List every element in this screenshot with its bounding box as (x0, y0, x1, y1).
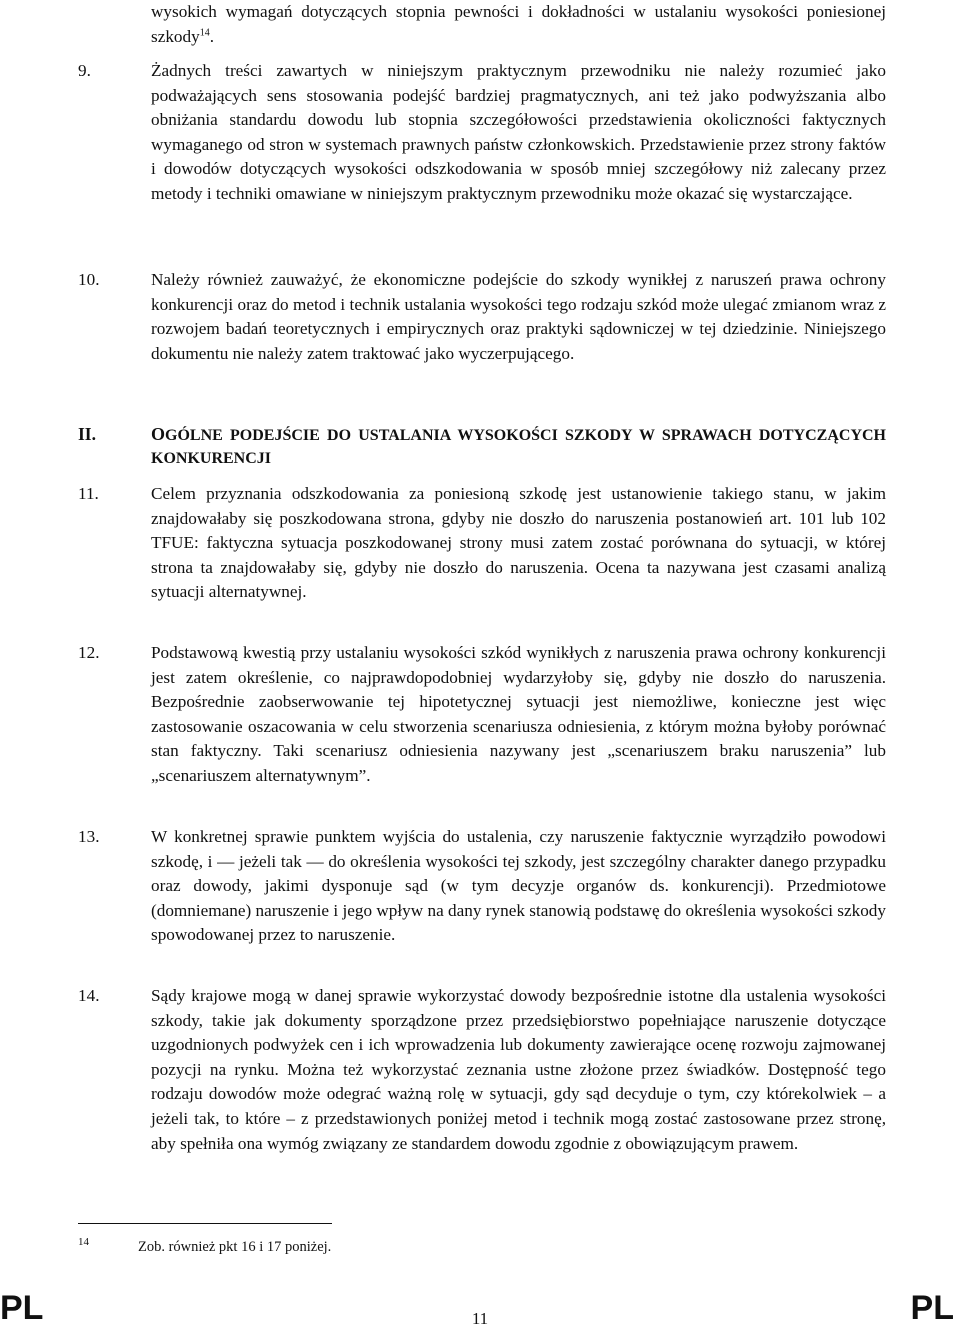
paragraph-text: Podstawową kwestią przy ustalaniu wysokości szkód wynikłych z naruszenia prawa ochrony konkurencji jest zatem określenie, co najprawdopodobniej wydarzyłoby się, gdyby nie doszło do naruszenia. Bezpośrednie zaobserwowanie tej hipotetycznej sytuacji jest niemożliwe, konieczne jest więc zastosowanie oszacowania w celu stworzenia scenariusza odniesienia, z którym można byłoby porównać stan faktyczny. Taki scenariusz odniesienia nazywany jest „scenariuszem braku naruszenia” lub „scenariuszem alternatywnym”. (151, 643, 886, 785)
paragraph-12 (78, 641, 886, 789)
paragraph-number: 9. (78, 61, 91, 80)
page-number: 11 (471, 1309, 489, 1328)
paragraph-number: 11. (78, 484, 99, 503)
section-number: II. (78, 424, 96, 444)
paragraph-10 (78, 268, 886, 366)
paragraph-text: W konkretnej sprawie punktem wyjścia do ustalenia, czy naruszenie faktycznie wyrządziło powodowi szkodę, i — jeżeli tak — do określenia wysokości tej szkody, jest szczególny charakter danego przypadku oraz dowody, jakimi dysponuje sąd (w tym decyzje organów ds. konkurencji). Przedmiotowe (domniemane) naruszenie i jego wpływ na dany rynek stanowią podstawę do określenia wysokości szkody spowodowanej przez to naruszenie. (151, 827, 886, 945)
footnote-separator (78, 1223, 332, 1224)
paragraph-continuation (78, 0, 886, 49)
paragraph-number: 10. (78, 270, 100, 289)
paragraph-number: 13. (78, 827, 100, 846)
footer-language-left: PL (0, 1289, 44, 1327)
paragraph-number: 14. (78, 986, 100, 1005)
paragraph-text: Należy również zauważyć, że ekonomiczne podejście do szkody wynikłej z naruszeń prawa ochrony konkurencji oraz do metod i technik ustalania wysokości tego rodzaju szkód może ulegać zmianom wraz z rozwojem badań teoretycznych i empirycznych oraz praktyki sądowniczej w tej dziedzinie. Niniejszego dokumentu nie należy zatem traktować jako wyczerpującego. (151, 270, 886, 363)
section-heading (78, 423, 886, 470)
footnote-number: 14 (78, 1236, 89, 1248)
paragraph-13 (78, 825, 886, 948)
paragraph-number: 12. (78, 643, 100, 662)
paragraph-text: Celem przyznania odszkodowania za poniesioną szkodę jest ustanowienie takiego stanu, w jakim znajdowałaby się poszkodowana strona, gdyby nie doszło do naruszenia postanowień art. 101 lub 102 TFUE: faktyczna sytuacja poszkodowanej strony musi zatem zostać porównana do sytuacji, w której strona ta znajdowałaby się, gdyby nie doszło do naruszenia. Ocena ta nazywana jest czasami analizą sytuacji alternatywnej. (151, 484, 886, 602)
footer-language-right: PL (910, 1289, 954, 1327)
footnote-reference[interactable]: 14 (199, 26, 210, 38)
paragraph-text: Żadnych treści zawartych w niniejszym praktycznym przewodniku nie należy rozumieć jako podważających sens stosowania podejść bardziej pragmatycznych, ani też jako podwyższania albo obniżania standardu dowodu lub stopnia szczegółowości przedstawienia okoliczności faktycznych wymaganego od stron w systemach prawnych państw członkowskich. Przedstawienie przez strony faktów i dowodów dotyczących wysokości odszkodowania w sposób mniej szczegółowy niż zalecany przez metody i techniki omawiane w niniejszym praktycznym przewodniku może okazać się wystarczające. (151, 61, 886, 203)
paragraph-text: wysokich wymagań dotyczących stopnia pewności i dokładności w ustalaniu wysokości poniesionej szkody$^{14}$. (151, 2, 886, 46)
paragraph-14 (78, 984, 886, 1156)
paragraph-9 (78, 59, 886, 207)
section-title: OGÓLNE PODEJŚCIE DO USTALANIA WYSOKOŚCI SZKODY W SPRAWACH DOTYCZĄCYCH KONKURENCJI (151, 424, 886, 467)
footnote-text: Zob. również pkt 16 i 17 poniżej. (138, 1239, 332, 1255)
paragraph-text: Sądy krajowe mogą w danej sprawie wykorzystać dowody bezpośrednie istotne dla ustalenia wysokości szkody, takie jak dokumenty sporządzone przez przedsiębiorstwo popełniające naruszenie dotyczące uzgodnionych podwyżek cen i ich wprowadzenia lub dokumenty zawierające ocenę rozwoju zajmowanej pozycji na rynku. Można też wykorzystać zeznania ustne złożone przez świadków. Dostępność tego rodzaju dowodów może odegrać ważną rolę w sytuacji, gdy sąd decyduje o tym, czy którekolwiek – a jeżeli tak, to które – z przedstawionych poniżej metod i technik mogą zostać zastosowane przez stronę, aby spełniła ona wymóg związany ze standardem dowodu zgodnie z obowiązującym prawem. (151, 986, 886, 1153)
paragraph-11 (78, 482, 886, 605)
